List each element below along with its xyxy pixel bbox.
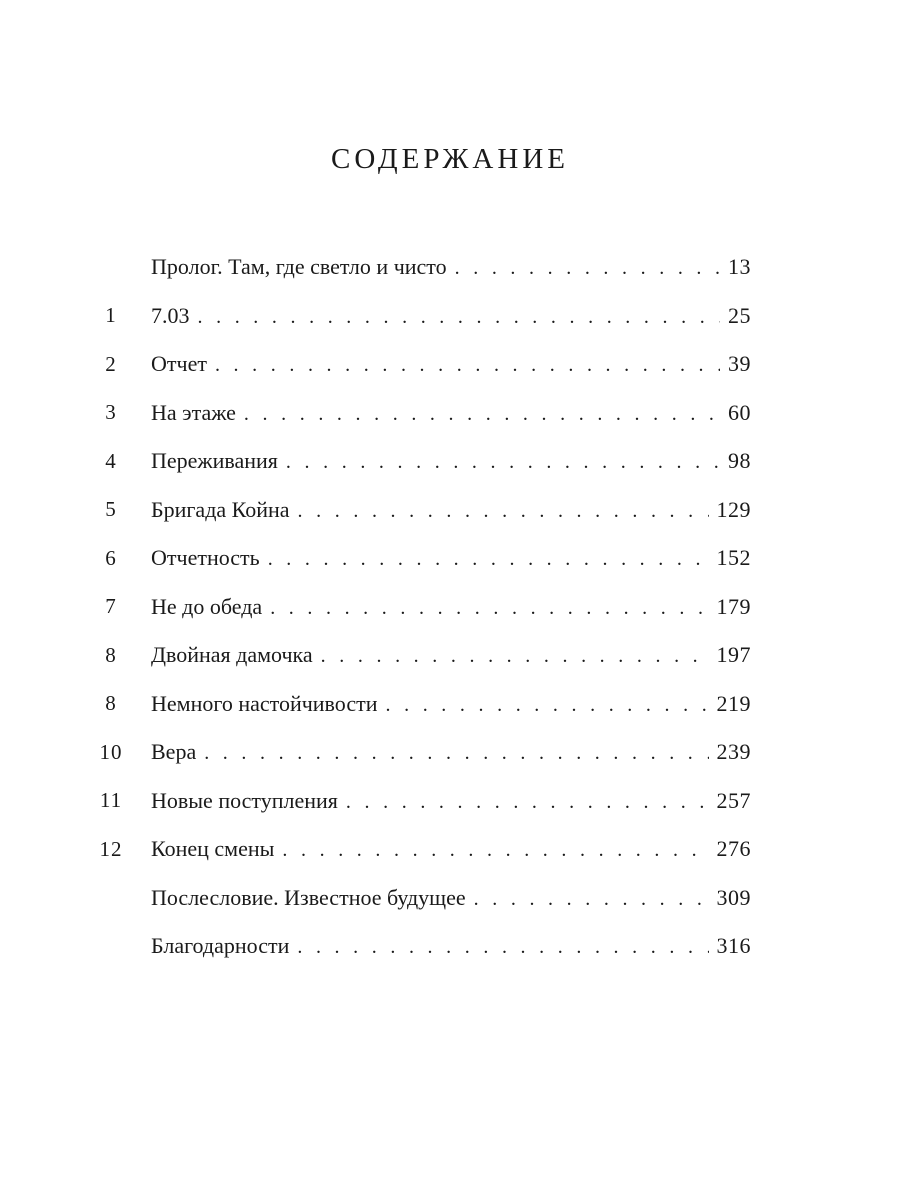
dot-leader bbox=[474, 888, 709, 911]
toc-entry bbox=[0, 389, 900, 438]
chapter-title: Немного настойчивости bbox=[151, 690, 378, 716]
dot-leader bbox=[286, 451, 720, 474]
chapter-number: 2 bbox=[105, 351, 117, 376]
toc-entry bbox=[0, 292, 900, 341]
chapter-title: Отчет bbox=[151, 351, 207, 377]
chapter-title: Двойная дамочка bbox=[151, 642, 313, 668]
page-number: 257 bbox=[716, 787, 751, 813]
dot-leader bbox=[297, 936, 708, 959]
toc-entry bbox=[0, 777, 900, 826]
toc-entry bbox=[0, 680, 900, 729]
page-number: 197 bbox=[716, 642, 751, 668]
toc-entry bbox=[0, 874, 900, 923]
toc-line bbox=[151, 448, 751, 474]
toc-line bbox=[151, 836, 751, 862]
dot-leader bbox=[455, 257, 720, 280]
chapter-title: Конец смены bbox=[151, 836, 275, 862]
chapter-title: Бригада Койна bbox=[151, 496, 290, 522]
page-number: 129 bbox=[716, 496, 751, 522]
chapter-number: 8 bbox=[105, 642, 117, 667]
chapter-number: 6 bbox=[105, 545, 117, 570]
toc-entry bbox=[0, 340, 900, 389]
dot-leader bbox=[244, 403, 720, 426]
dot-leader bbox=[270, 597, 708, 620]
toc-entry bbox=[0, 728, 900, 777]
toc-line bbox=[151, 497, 751, 523]
chapter-title: Благодарности bbox=[151, 933, 290, 959]
chapter-title: Пролог. Там, где светло и чисто bbox=[151, 254, 447, 280]
toc-entry bbox=[0, 631, 900, 680]
page-number: 152 bbox=[716, 545, 751, 571]
chapter-number: 8 bbox=[105, 691, 117, 716]
page-title: СОДЕРЖАНИЕ bbox=[331, 143, 569, 175]
chapter-number: 7 bbox=[105, 594, 117, 619]
toc-entry bbox=[0, 437, 900, 486]
chapter-number: 10 bbox=[99, 739, 123, 764]
toc-line bbox=[151, 691, 751, 717]
page-number: 39 bbox=[728, 351, 751, 377]
toc-line bbox=[151, 739, 751, 765]
toc-line bbox=[151, 254, 751, 280]
toc-line bbox=[151, 788, 751, 814]
dot-leader bbox=[204, 742, 708, 765]
page-number: 219 bbox=[716, 690, 751, 716]
toc-entry bbox=[0, 534, 900, 583]
toc-line bbox=[151, 303, 751, 329]
chapter-title: Послесловие. Известное будущее bbox=[151, 884, 466, 910]
page-number: 25 bbox=[728, 302, 751, 328]
toc-line bbox=[151, 351, 751, 377]
chapter-number: 12 bbox=[99, 836, 123, 861]
toc-line bbox=[151, 933, 751, 959]
dot-leader bbox=[298, 500, 709, 523]
page-number: 13 bbox=[728, 254, 751, 280]
toc-line bbox=[151, 400, 751, 426]
dot-leader bbox=[198, 306, 721, 329]
dot-leader bbox=[346, 791, 709, 814]
dot-leader bbox=[282, 839, 708, 862]
chapter-title: Не до обеда bbox=[151, 593, 263, 619]
chapter-number: 11 bbox=[99, 788, 123, 813]
page-number: 98 bbox=[728, 448, 751, 474]
page-number: 309 bbox=[716, 884, 751, 910]
chapter-title: Вера bbox=[151, 739, 197, 765]
toc-line bbox=[151, 594, 751, 620]
toc-entry bbox=[0, 486, 900, 535]
toc-entry bbox=[0, 583, 900, 632]
toc-line bbox=[151, 545, 751, 571]
toc-entry bbox=[0, 243, 900, 292]
chapter-title: Новые поступления bbox=[151, 787, 338, 813]
chapter-number: 4 bbox=[105, 448, 117, 473]
chapter-title: Переживания bbox=[151, 448, 278, 474]
toc-line bbox=[151, 642, 751, 668]
page-number: 316 bbox=[716, 933, 751, 959]
toc-line bbox=[151, 885, 751, 911]
dot-leader bbox=[386, 694, 709, 717]
toc-entry bbox=[0, 922, 900, 971]
page-number: 276 bbox=[716, 836, 751, 862]
chapter-title: Отчетность bbox=[151, 545, 260, 571]
chapter-number: 3 bbox=[105, 400, 117, 425]
chapter-title: На этаже bbox=[151, 399, 236, 425]
dot-leader bbox=[268, 548, 709, 571]
dot-leader bbox=[321, 645, 709, 668]
page-number: 179 bbox=[716, 593, 751, 619]
chapter-number: 1 bbox=[105, 303, 117, 328]
chapter-title: 7.03 bbox=[151, 302, 190, 328]
toc-entry bbox=[0, 825, 900, 874]
page-number: 60 bbox=[728, 399, 751, 425]
table-of-contents bbox=[0, 243, 900, 971]
dot-leader bbox=[215, 354, 720, 377]
page-number: 239 bbox=[716, 739, 751, 765]
chapter-number: 5 bbox=[105, 497, 117, 522]
